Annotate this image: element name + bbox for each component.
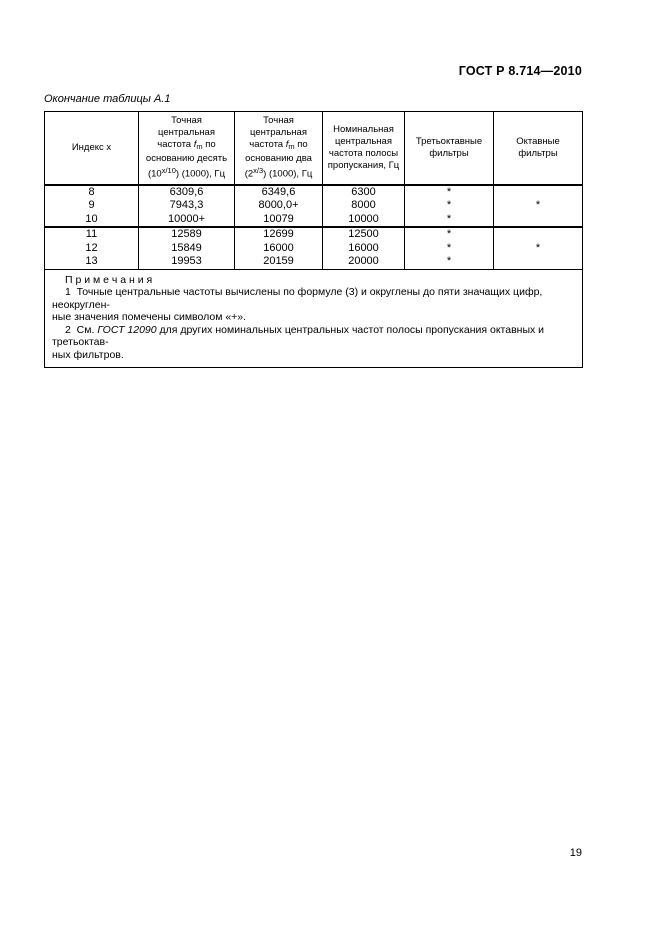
header-text: частота <box>249 139 286 150</box>
cell-exact-base2 <box>235 227 323 269</box>
cell-third-octave-marks <box>405 227 494 269</box>
cell-value: 16000 <box>263 241 294 254</box>
header-line: центральная <box>158 127 215 138</box>
notes-row <box>45 269 583 368</box>
cell-value: 12500 <box>348 228 379 240</box>
gost-reference: ГОСТ 12090 <box>97 323 157 336</box>
page-number: 19 <box>569 847 582 859</box>
cell-value: 12 <box>85 241 98 254</box>
table-row-indices-11-13 <box>45 227 583 269</box>
header-line: центральная <box>335 135 392 147</box>
note-2-line-1 <box>52 324 574 349</box>
header-line <box>238 165 319 181</box>
formula-base: (10 <box>147 168 162 180</box>
cell-value: 10 <box>85 212 98 225</box>
note-text: для других номинальных центральных частот полосы пропускания октавных и третьоктав- <box>52 323 545 348</box>
cell-index <box>45 185 139 228</box>
table-header-row <box>45 112 583 185</box>
cell-value: 10000+ <box>167 212 205 225</box>
note-2-line-2: ных фильтров. <box>52 348 124 361</box>
cell-value: 8 <box>88 185 95 198</box>
table-caption: Окончание таблицы А.1 <box>44 93 171 105</box>
formula-unit: ) (1000), Гц <box>263 168 313 180</box>
formula-exponent: x/3 <box>253 166 264 175</box>
header-line: Точная <box>263 115 294 126</box>
cell-value: 16000 <box>348 241 379 254</box>
header-line: Номинальная <box>333 123 394 135</box>
asterisk-mark: * <box>446 241 452 254</box>
header-line: частота полосы <box>328 147 399 159</box>
cell-value: 6349,6 <box>261 185 296 198</box>
notes-cell <box>45 269 583 368</box>
cell-value: 12589 <box>171 228 202 240</box>
header-line <box>142 165 231 181</box>
asterisk-mark: * <box>446 228 452 240</box>
formula-base: (2 <box>244 168 254 180</box>
cell-value: 10000 <box>348 212 379 225</box>
f-symbol: f <box>285 139 289 150</box>
cell-index <box>45 227 139 269</box>
header-line: пропускания, Гц <box>327 159 400 171</box>
cell-value: 8000 <box>351 199 376 211</box>
col-header-exact-freq-base10 <box>139 112 235 185</box>
header-text: по <box>294 139 308 150</box>
frequency-table <box>44 111 583 368</box>
cell-nominal <box>323 227 405 269</box>
f-subscript: m <box>196 142 203 151</box>
f-subscript: m <box>288 142 295 151</box>
table-row-indices-8-10 <box>45 185 583 228</box>
header-text: частота <box>157 139 194 150</box>
header-line: основанию десять <box>145 153 228 164</box>
cell-exact-base2 <box>235 185 323 228</box>
cell-nominal <box>323 185 405 228</box>
header-line: основанию два <box>245 153 312 164</box>
standard-number-header: ГОСТ Р 8.714—2010 <box>458 64 582 78</box>
notes-title: П р и м е ч а н и я <box>65 273 153 286</box>
col-header-third-octave <box>405 112 494 185</box>
cell-octave-mark <box>494 227 583 269</box>
cell-value: 7943,3 <box>169 199 204 211</box>
f-symbol: f <box>193 139 197 150</box>
asterisk-mark: * <box>446 185 452 198</box>
header-line: Октавные фильтры <box>516 135 560 159</box>
cell-value: 8000,0+ <box>258 199 299 211</box>
header-line: фильтры <box>429 147 469 159</box>
cell-exact-base10 <box>139 185 235 228</box>
cell-value: 19953 <box>171 255 202 267</box>
header-line <box>142 139 231 153</box>
cell-value: 15849 <box>171 241 202 254</box>
note-text: 2 См. <box>65 323 98 336</box>
cell-exact-base10 <box>139 227 235 269</box>
asterisk-mark: * <box>535 199 541 211</box>
cell-value: 20159 <box>263 255 294 267</box>
header-line: Точная <box>171 115 202 126</box>
asterisk-mark: * <box>446 212 452 225</box>
cell-value: 11 <box>85 228 98 240</box>
col-header-exact-freq-base2 <box>235 112 323 185</box>
table-body <box>45 185 583 368</box>
header-line: Индекс x <box>71 141 112 153</box>
header-line <box>238 139 319 153</box>
header-text: по <box>202 139 216 150</box>
cell-value: 6300 <box>351 185 376 198</box>
cell-value: 13 <box>85 255 98 267</box>
cell-value: 10079 <box>263 212 294 225</box>
cell-octave-mark <box>494 185 583 228</box>
col-header-index <box>45 112 139 185</box>
formula-exponent: x/10 <box>161 166 176 175</box>
asterisk-mark: * <box>446 199 452 211</box>
header-line: центральная <box>250 127 307 138</box>
note-1-line-1: 1 Точные центральные частоты вычислены по формуле (3) и округлены до пяти значащих цифр, неокруглен- <box>52 286 543 311</box>
col-header-octave <box>494 112 583 185</box>
note-1-line-2: ные значения помечены символом «+». <box>52 311 247 323</box>
table-header <box>45 112 583 185</box>
cell-third-octave-marks <box>405 185 494 228</box>
cell-value: 9 <box>88 199 95 211</box>
header-line: Третьоктавные <box>415 135 483 147</box>
asterisk-mark: * <box>446 255 452 267</box>
cell-value: 20000 <box>348 255 379 267</box>
formula-unit: ) (1000), Гц <box>175 168 226 180</box>
cell-value: 6309,6 <box>169 185 204 198</box>
asterisk-mark: * <box>535 241 541 254</box>
col-header-nominal-freq <box>323 112 405 185</box>
cell-value: 12699 <box>263 228 294 240</box>
